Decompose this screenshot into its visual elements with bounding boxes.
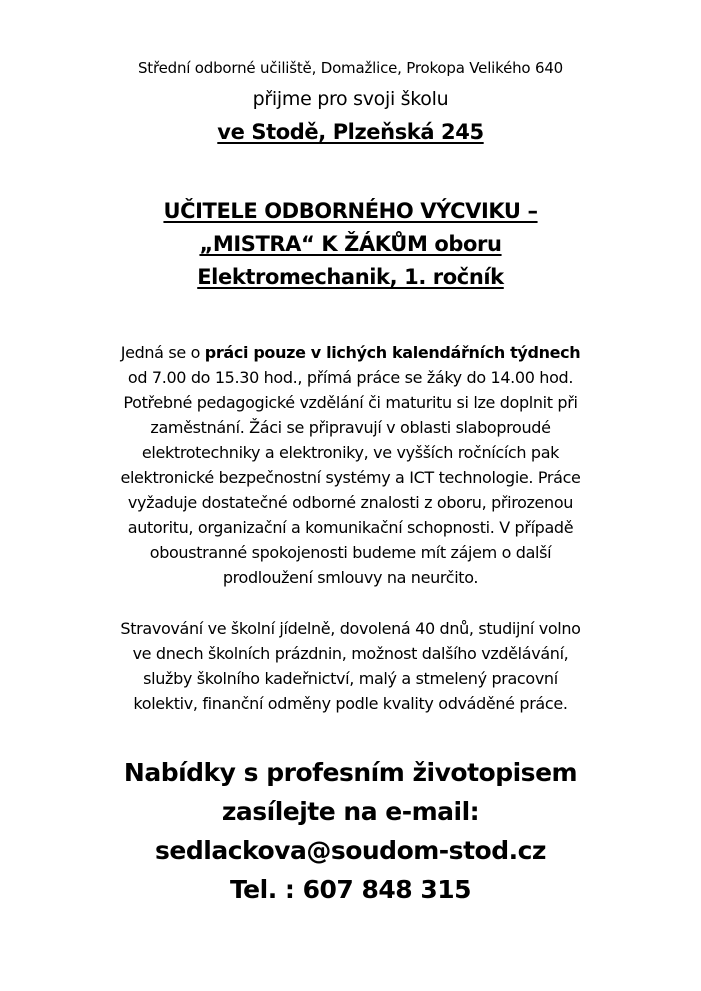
- benefits-line-2: ve dnech školních prázdnin, možnost dalšího vzdělávání,: [132, 644, 569, 663]
- description-prefix: Jedná se o: [120, 343, 205, 362]
- description-line-9: oboustranné spokojenosti budeme mít zájem o další: [149, 543, 552, 562]
- position-line-2: [0, 228, 701, 261]
- description-line-6: elektronické bezpečnostní systémy a ICT technologie. Práce: [120, 468, 581, 487]
- hire-statement: přijme pro svoji školu: [252, 88, 449, 110]
- position-line-1: [0, 195, 701, 228]
- position-title: [0, 195, 701, 294]
- job-description: [60, 340, 641, 590]
- description-line-1: [60, 340, 641, 365]
- benefits-line-3: služby školního kadeřnictví, malý a stmelený pracovní: [143, 669, 558, 688]
- benefits-line-4: kolektiv, finanční odměny podle kvality odváděné práce.: [133, 694, 568, 713]
- position-line-1-text: UČITELE ODBORNÉHO VÝCVIKU –: [163, 199, 538, 223]
- description-line-3: Potřebné pedagogické vzdělání či maturitu si lze doplnit při: [123, 393, 578, 412]
- location-text: ve Stodě, Plzeňská 245: [217, 120, 484, 144]
- contact-line-2: zasílejte na e-mail:: [221, 797, 480, 826]
- description-line-5: elektrotechniky a elektroniky, ve vyšších ročnících pak: [141, 443, 560, 462]
- description-line-10: prodloužení smlouvy na neurčito.: [222, 568, 479, 587]
- benefits-paragraph: [60, 616, 641, 716]
- contact-line-1: Nabídky s profesním životopisem: [123, 758, 578, 787]
- description-emphasis: práci pouze v lichých kalendářních týdnech: [204, 343, 581, 362]
- description-line-7: vyžaduje dostatečné odborné znalosti z oboru, přirozenou: [127, 493, 574, 512]
- description-line-8: autoritu, organizační a komunikační schopnosti. V případě: [127, 518, 574, 537]
- description-line-4: zaměstnání. Žáci se připravují v oblasti slaboproudé: [150, 418, 551, 437]
- location-heading: [0, 118, 701, 146]
- position-line-3-text: Elektromechanik, 1. ročník: [197, 265, 504, 289]
- contact-phone: Tel. : 607 848 315: [229, 875, 472, 904]
- description-line-2: od 7.00 do 15.30 hod., přímá práce se žáky do 14.00 hod.: [127, 368, 574, 387]
- school-name: Střední odborné učiliště, Domažlice, Prokopa Velikého 640: [137, 59, 564, 77]
- position-line-2-text: „MISTRA“ K ŽÁKŮM oboru: [199, 232, 502, 256]
- contact-email: sedlackova@soudom-stod.cz: [155, 836, 546, 865]
- position-line-3: [0, 261, 701, 294]
- contact-block: [0, 753, 701, 909]
- benefits-line-1: Stravování ve školní jídelně, dovolená 40 dnů, studijní volno: [120, 619, 581, 638]
